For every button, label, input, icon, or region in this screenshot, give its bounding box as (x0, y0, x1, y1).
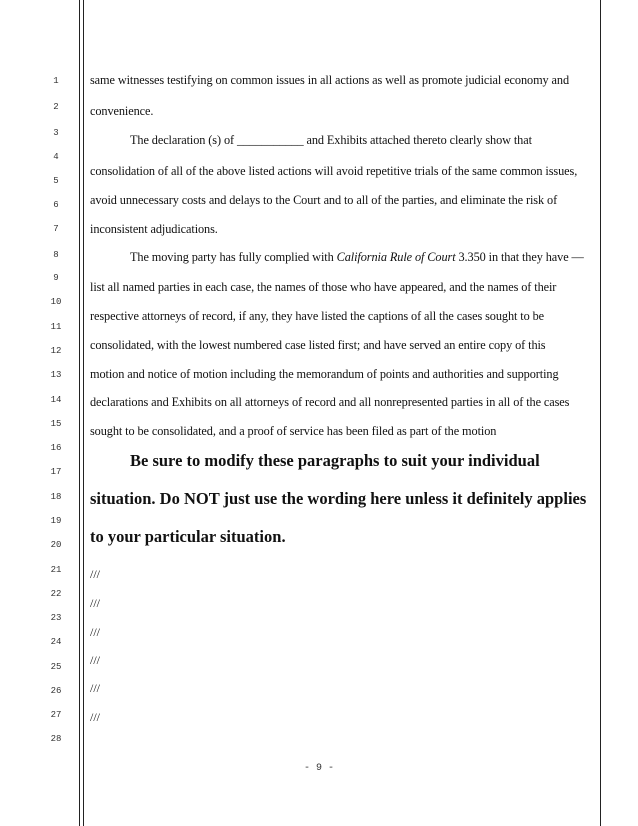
body-line: declarations and Exhibits on all attorneys of record and all nonrepresented parties in all of the cases (90, 395, 570, 409)
instruction-text: situation. Do NOT just use the wording here unless it definitely applies (90, 489, 587, 508)
line-number: 3 (53, 128, 59, 138)
left-margin-rule-inner (83, 0, 84, 826)
line-number: 9 (53, 273, 59, 283)
body-line-rule-reference (130, 250, 584, 265)
line-number: 10 (50, 297, 62, 307)
rule-citation: California Rule of Court (336, 250, 456, 264)
body-line: list all named parties in each case, the names of those who have appeared, and the names of their (90, 280, 557, 294)
instruction-text: Be sure to modify these paragraphs to suit your individual (130, 451, 540, 470)
left-margin-rule-outer (79, 0, 80, 826)
body-line: avoid unnecessary costs and delays to the Court and to all of the parties, and eliminate the risk of (90, 193, 558, 207)
body-line: consolidation of all of the above listed actions will avoid repetitive trials of the same common issues, (90, 164, 578, 178)
line-number: 11 (50, 322, 62, 332)
line-number: 13 (50, 370, 62, 380)
line-number: 23 (50, 613, 62, 623)
line-number: 22 (50, 589, 62, 599)
line-number: 21 (50, 565, 62, 575)
continuation-slashes: /// (90, 625, 101, 639)
line-number: 5 (53, 176, 59, 186)
line-number: 2 (53, 102, 59, 112)
line-number: 8 (53, 250, 59, 260)
body-line: sought to be consolidated, and a proof of service has been filed as part of the motion (90, 424, 497, 438)
line-number: 12 (50, 346, 62, 356)
line-number: 4 (53, 152, 59, 162)
line-number: 18 (50, 492, 62, 502)
right-margin-rule (600, 0, 601, 826)
instruction-text: to your particular situation. (90, 527, 286, 546)
line-number: 19 (50, 516, 62, 526)
line-number: 20 (50, 540, 62, 550)
continuation-slashes: /// (90, 653, 101, 667)
continuation-slashes: /// (90, 596, 101, 610)
body-line: The declaration (s) of ___________ and Exhibits attached thereto clearly show that (130, 133, 532, 147)
body-line: consolidated, with the lowest numbered case listed first; and have served an entire copy of this (90, 338, 546, 352)
body-line: convenience. (90, 104, 154, 118)
line-number: 14 (50, 395, 62, 405)
body-line: inconsistent adjudications. (90, 222, 218, 236)
continuation-slashes: /// (90, 681, 101, 695)
line-number: 17 (50, 467, 62, 477)
body-line: motion and notice of motion including the memorandum of points and authorities and supporting (90, 367, 559, 381)
line-number: 26 (50, 686, 62, 696)
line-number: 25 (50, 662, 62, 672)
continuation-slashes: /// (90, 567, 101, 581)
continuation-slashes: /// (90, 710, 101, 724)
line-number: 6 (53, 200, 59, 210)
line-number: 27 (50, 710, 62, 720)
body-line: same witnesses testifying on common issues in all actions as well as promote judicial economy and (90, 73, 570, 87)
body-text: 3.350 in that they have — (458, 250, 584, 264)
page-number: - 9 - (303, 763, 334, 774)
body-text: The moving party has fully complied with (130, 250, 334, 264)
line-number: 16 (50, 443, 62, 453)
line-number: 1 (53, 76, 59, 86)
line-number: 15 (50, 419, 62, 429)
line-number: 28 (50, 734, 62, 744)
line-number: 7 (53, 224, 59, 234)
line-number: 24 (50, 637, 62, 647)
body-line: respective attorneys of record, if any, they have listed the captions of all the cases sought to be (90, 309, 545, 323)
